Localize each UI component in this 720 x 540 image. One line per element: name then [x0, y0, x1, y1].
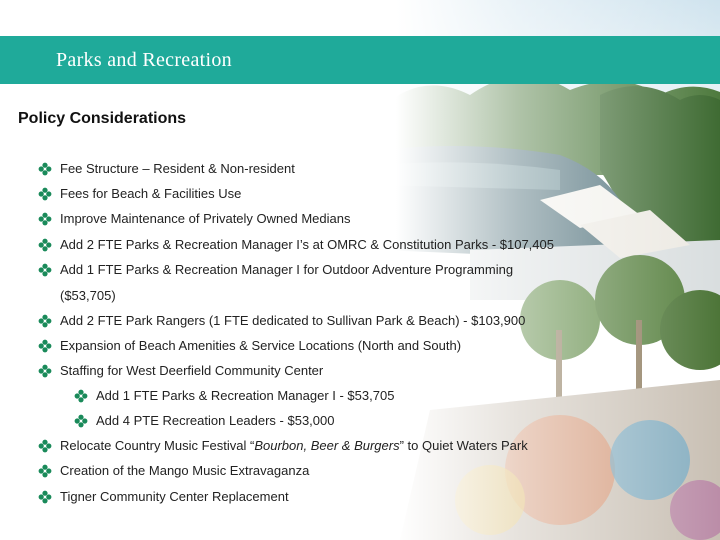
list-item-text [60, 438, 528, 454]
diamond-bullet-icon [38, 464, 52, 478]
diamond-bullet-icon [38, 364, 52, 378]
diamond-bullet-icon [38, 490, 52, 504]
diamond-bullet-icon [74, 414, 88, 428]
list-item-text: Tigner Community Center Replacement [60, 489, 289, 504]
diamond-bullet-icon [38, 439, 52, 453]
list-item-text: Add 1 FTE Parks & Recreation Manager I - $53,705 [96, 388, 395, 403]
slide-title: Parks and Recreation [56, 49, 232, 71]
list-item-text: Expansion of Beach Amenities & Service Locations (North and South) [60, 338, 462, 353]
diamond-bullet-icon [38, 314, 52, 328]
list-item-text: Add 2 FTE Parks & Recreation Manager I’s at OMRC & Constitution Parks - $107,405 [60, 237, 554, 252]
list-item-continuation: ($53,705) [60, 288, 116, 303]
list-item-text: Add 2 FTE Park Rangers (1 FTE dedicated to Sullivan Park & Beach) - $103,900 [60, 313, 526, 328]
list-item-text: Add 4 PTE Recreation Leaders - $53,000 [96, 413, 335, 428]
diamond-bullet-icon [38, 162, 52, 176]
diamond-bullet-icon [38, 339, 52, 353]
diamond-bullet-icon [38, 263, 52, 277]
list-item-text: Fee Structure – Resident & Non-resident [60, 161, 295, 176]
list-item-text: Add 1 FTE Parks & Recreation Manager I for Outdoor Adventure Programming [60, 262, 514, 277]
list-item-text: Fees for Beach & Facilities Use [60, 186, 242, 201]
text-part: ” to Quiet Waters Park [399, 438, 528, 453]
text-part: Relocate Country Music Festival “ [60, 438, 255, 453]
festival-name: Bourbon, Beer & Burgers [254, 438, 400, 453]
diamond-bullet-icon [38, 212, 52, 226]
diamond-bullet-icon [38, 238, 52, 252]
diamond-bullet-icon [38, 187, 52, 201]
diamond-bullet-icon [74, 389, 88, 403]
list-item-text: Staffing for West Deerfield Community Center [60, 363, 324, 378]
section-heading: Policy Considerations [18, 110, 187, 127]
list-item-text: Improve Maintenance of Privately Owned Medians [60, 211, 351, 226]
list-item-text: Creation of the Mango Music Extravaganza [60, 463, 310, 478]
